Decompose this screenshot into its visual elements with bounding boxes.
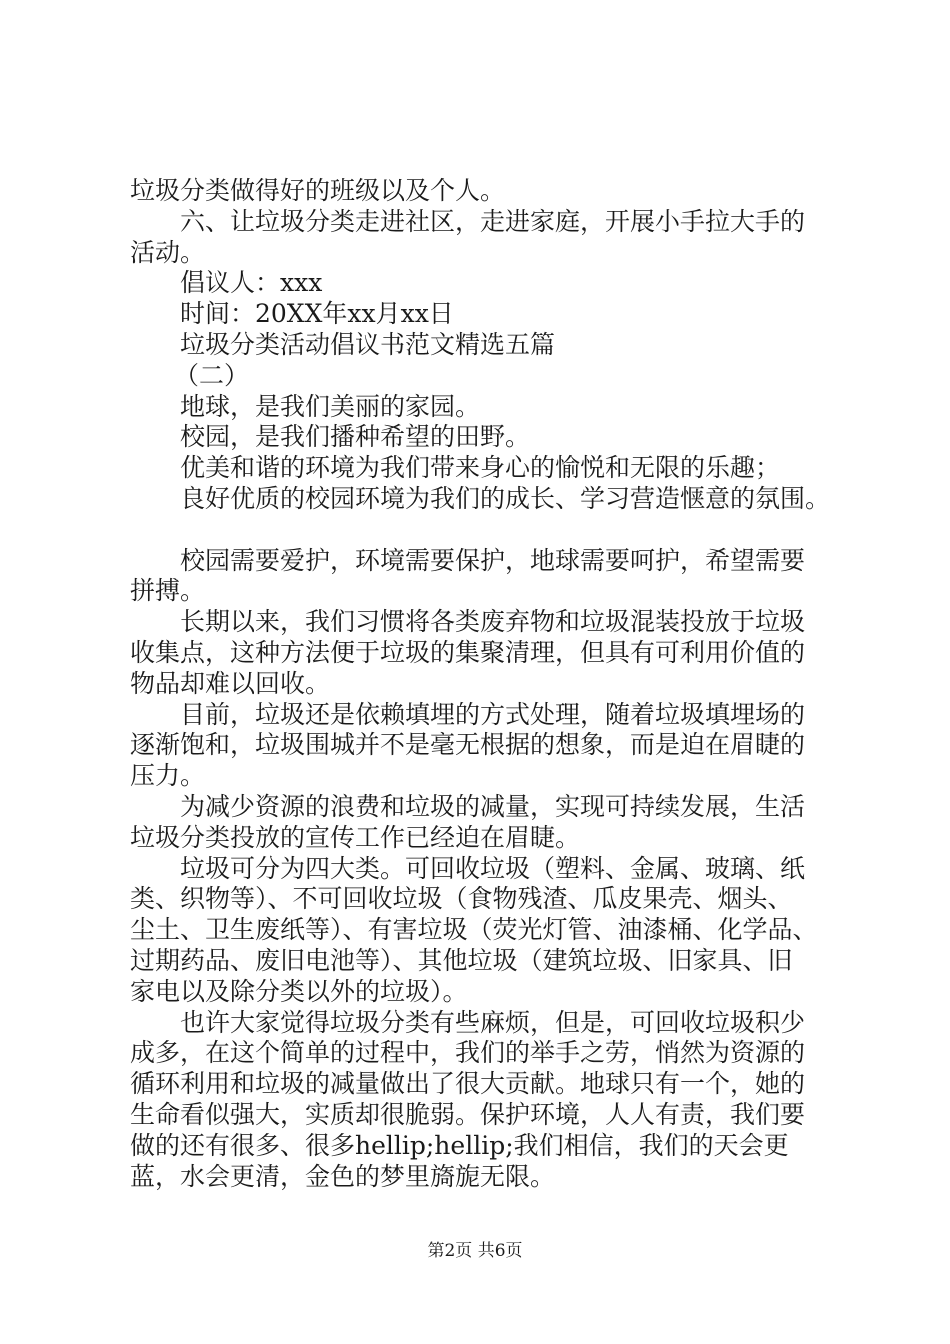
page-footer: 第2页 共6页 <box>427 1241 523 1261</box>
text-line: 做的还有很多、很多hellip;hellip;我们相信，我们的天会更 <box>130 1130 789 1160</box>
text-line: 目前，垃圾还是依赖填埋的方式处理，随着垃圾填埋场的 <box>180 699 806 729</box>
text-line: 尘土、卫生废纸等）、有害垃圾（荧光灯管、油漆桶、化学品、 <box>130 915 818 945</box>
text-line: 为减少资源的浪费和垃圾的减量，实现可持续发展，生活 <box>180 791 806 821</box>
text-line: 活动。 <box>130 237 206 267</box>
text-line: 逐渐饱和，垃圾围城并不是毫无根据的想象，而是迫在眉睫的 <box>130 730 806 760</box>
text-line: 校园，是我们播种希望的田野。 <box>180 422 531 452</box>
text-line: 垃圾分类投放的宣传工作已经迫在眉睫。 <box>130 822 581 852</box>
text-line: 类、织物等）、不可回收垃圾（食物残渣、瓜皮果壳、烟头、 <box>130 884 793 914</box>
blank-line <box>130 515 850 546</box>
text-line: 过期药品、废旧电池等）、其他垃圾（建筑垃圾、旧家具、旧 <box>130 945 793 975</box>
text-line: 收集点，这种方法便于垃圾的集聚清理，但具有可利用价值的 <box>130 637 806 667</box>
text-line: 地球，是我们美丽的家园。 <box>180 391 481 421</box>
text-line: （二） <box>174 360 250 390</box>
text-line: 良好优质的校园环境为我们的成长、学习营造惬意的氛围。 <box>180 483 831 513</box>
text-line: 校园需要爱护，环境需要保护，地球需要呵护，希望需要 <box>180 545 806 575</box>
text-line: 拼搏。 <box>130 576 206 606</box>
text-line: 垃圾分类做得好的班级以及个人。 <box>130 176 506 205</box>
text-line: 生命看似强大，实质却很脆弱。保护环境，人人有责，我们要 <box>130 1099 806 1129</box>
text-line: 优美和谐的环境为我们带来身心的愉悦和无限的乐趣； <box>180 453 781 483</box>
text-line: 也许大家觉得垃圾分类有些麻烦，但是，可回收垃圾积少 <box>180 1007 806 1037</box>
text-line: 蓝，水会更清，金色的梦里旖旎无限。 <box>130 1161 556 1191</box>
text-line: 循环利用和垃圾的减量做出了很大贡献。地球只有一个，她的 <box>130 1069 806 1099</box>
text-line: 物品却难以回收。 <box>130 668 331 698</box>
text-line: 倡议人：xxx <box>180 268 323 298</box>
text-line: 垃圾可分为四大类。可回收垃圾（塑料、金属、玻璃、纸 <box>180 853 806 883</box>
text-line: 长期以来，我们习惯将各类废弃物和垃圾混装投放于垃圾 <box>180 607 806 637</box>
body-text <box>130 176 850 1192</box>
text-line: 压力。 <box>130 761 206 791</box>
text-line: 成多，在这个简单的过程中，我们的举手之劳，悄然为资源的 <box>130 1038 806 1068</box>
text-line: 时间：20XX年xx月xx日 <box>180 299 454 329</box>
text-line: 垃圾分类活动倡议书范文精选五篇 <box>180 329 556 359</box>
text-line: 家电以及除分类以外的垃圾）。 <box>130 976 468 1006</box>
text-line: 六、让垃圾分类走进社区，走进家庭，开展小手拉大手的 <box>180 206 806 236</box>
